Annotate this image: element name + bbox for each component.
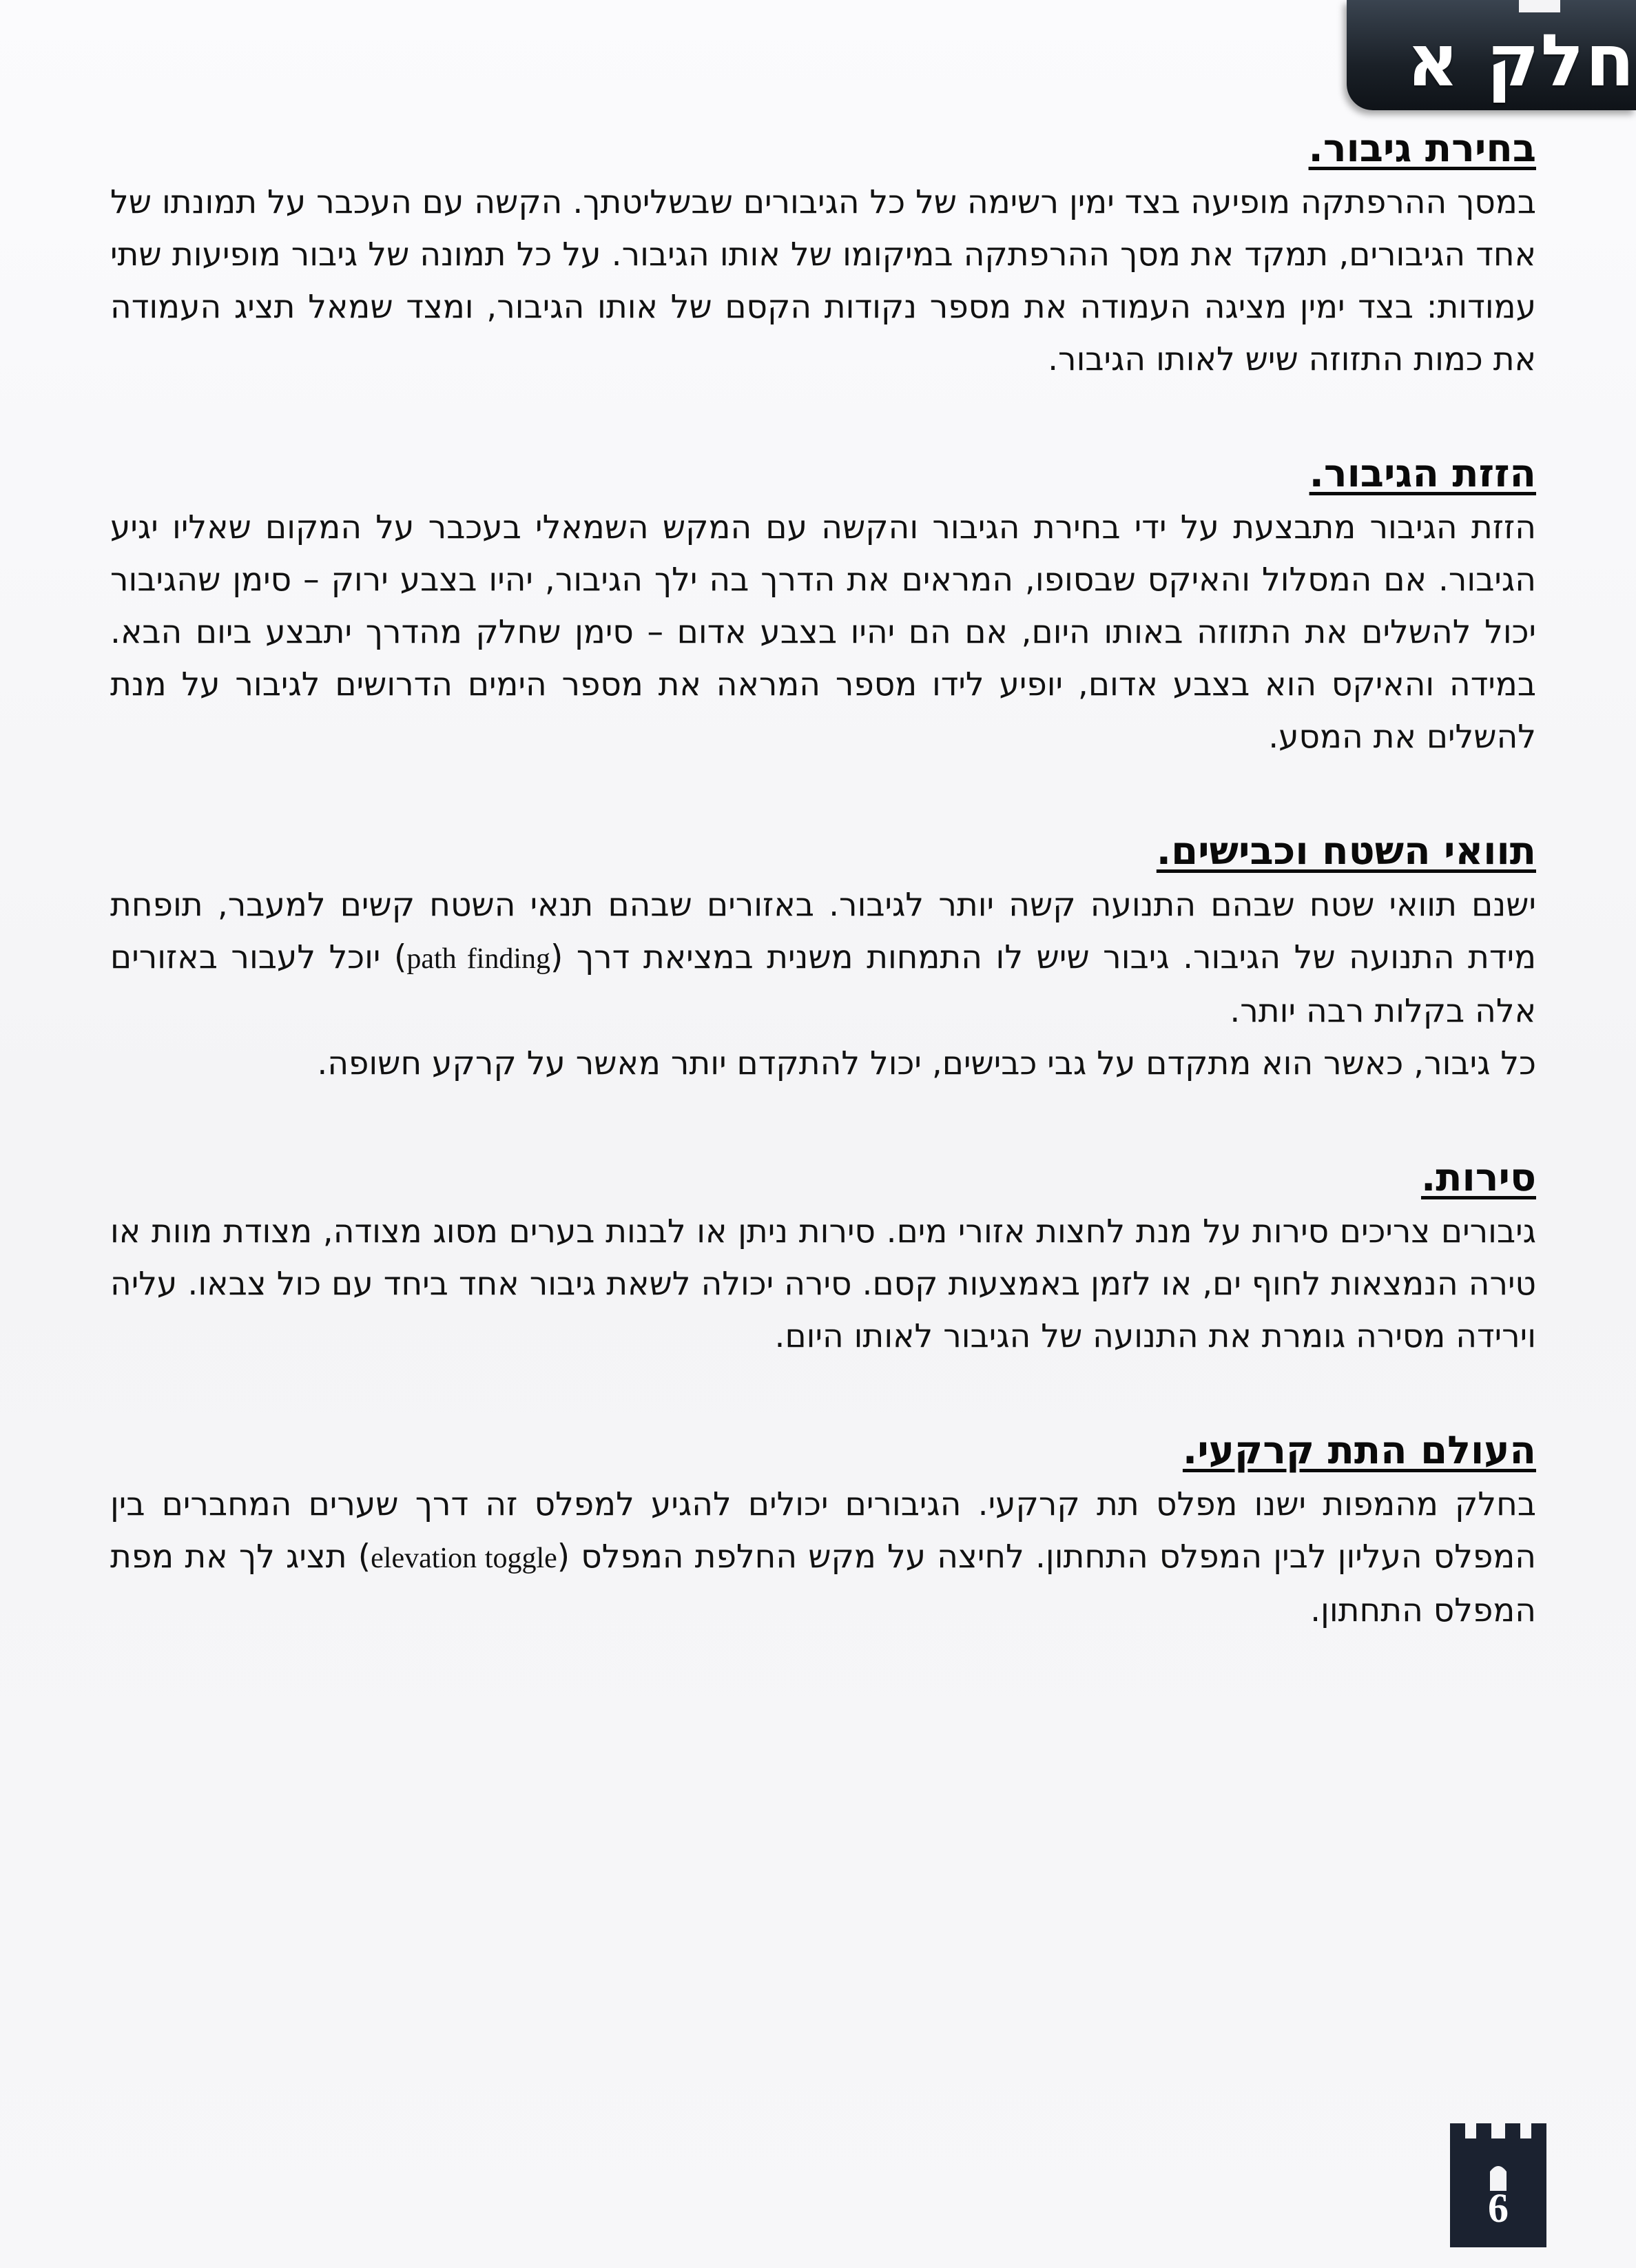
- section-paragraph: [110, 879, 1536, 1038]
- tab-notch: [1519, 0, 1560, 12]
- section-underground: [110, 1426, 1536, 1637]
- section-paragraph: גיבורים צריכים סירות על מנת לחצות אזורי מים. סירות ניתן או לבנות בערים מסוג מצודה, מצודת מוות או טירה הנמצאות לחוף ים, או לזמן באמצעות קסם. סירה יכולה לשאת גיבור אחד ביחד עם כול צבאו. עליה וירידה מסירה גומרת את התנועה של הגיבור לאותו היום.: [110, 1213, 1536, 1355]
- page-number: 6: [1488, 2185, 1509, 2231]
- paragraph-text: ) תציג לך את מפת המפלס התחתון.: [110, 1538, 1536, 1629]
- paragraph-text: ישנם תוואי שטח שבהם התנועה קשה יותר לגיבור. באזורים שבהם תנאי השטח קשים למעבר, תופחת מידת התנועה של הגיבור. גיבור שיש לו התמחות משנית במציאת דרך (: [110, 886, 1537, 976]
- section-move-hero: [110, 449, 1536, 763]
- section-choose-hero: [110, 124, 1536, 386]
- content-column: [110, 124, 1536, 1700]
- section-heading: הזזת הגיבור.: [1309, 451, 1536, 496]
- section-paragraph: במסך ההרפתקה מופיעה בצד ימין רשימה של כל הגיבורים שבשליטתך. הקשה עם העכבר על תמונתו של אחד הגיבורים, תמקד את מסך ההרפתקה במיקומו של אותו הגיבור. על כל תמונה של גיבור מופיעות שתי עמודות: בצד ימין מציגה העמודה את מספר נקודות הקסם של אותו הגיבור, ומצד שמאל תציג העמודה את כמות התזוזה שיש לאותו הגיבור.: [110, 183, 1536, 378]
- section-heading: תוואי השטח וכבישים.: [1156, 829, 1536, 874]
- section-heading: העולם התת קרקעי.: [1182, 1428, 1536, 1473]
- section-heading: סירות.: [1420, 1155, 1536, 1200]
- section-terrain-roads: [110, 827, 1536, 1090]
- section-paragraph: כל גיבור, כאשר הוא מתקדם על גבי כבישים, יכול להתקדם יותר מאשר על קרקע חשופה.: [317, 1044, 1536, 1082]
- paragraph-text: ) יוכל לעבור באזורים אלה בקלות רבה יותר.: [110, 938, 1536, 1030]
- paragraph-text: בחלק מהמפות ישנו מפלס תת קרקעי. הגיבורים יכולים להגיע למפלס זה דרך שערים המחברים בין המפלס העליון לבין המפלס התחתון. לחיצה על מקש החלפת המפלס (: [110, 1485, 1536, 1576]
- section-boats: [110, 1153, 1536, 1363]
- section-heading: בחירת גיבור.: [1308, 126, 1536, 171]
- english-term: path finding: [406, 943, 551, 975]
- chapter-tab: [1347, 0, 1636, 110]
- chapter-tab-label: חלק א: [1407, 19, 1636, 103]
- section-paragraph: [110, 1478, 1536, 1637]
- english-term: elevation toggle: [371, 1543, 557, 1574]
- page-number-badge: [1450, 2123, 1546, 2247]
- section-paragraph: הזזת הגיבור מתבצעת על ידי בחירת הגיבור והקשה עם המקש השמאלי בעכבר על המקום שאליו יגיע הגיבור. אם המסלול והאיקס שבסופו, המראים את הדרך בה ילך הגיבור, יהיו בצבע ירוק – סימן שהגיבור יכול להשלים את התזוזה באותו היום, אם הם יהיו בצבע אדום – סימן שחלק מהדרך יתבצע ביום הבא. במידה והאיקס הוא בצבע אדום, יופיע לידו מספר המראה את מספר הימים הדרושים לגיבור על מנת להשלים את המסע.: [110, 508, 1536, 756]
